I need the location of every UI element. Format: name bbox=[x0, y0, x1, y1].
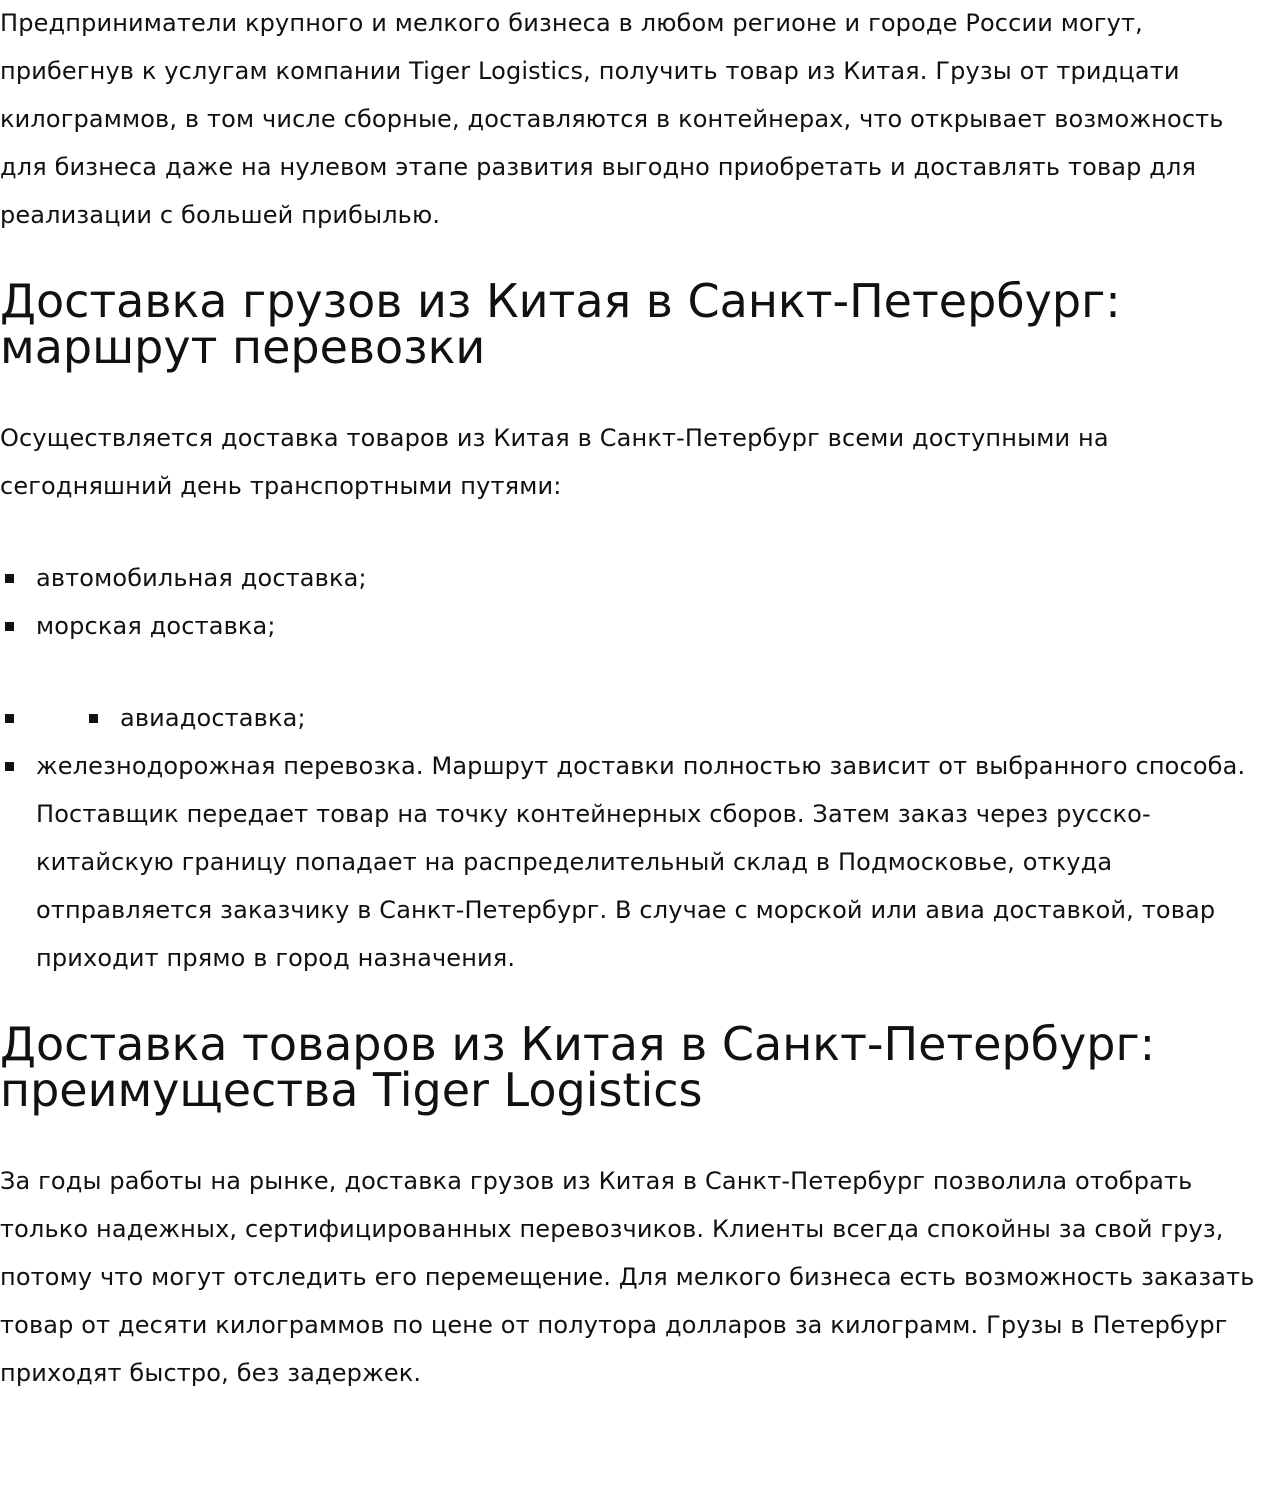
list-item-air: авиадоставка; bbox=[120, 694, 1270, 742]
list-item-rail: железнодорожная перевозка. Маршрут доставки полностью зависит от выбранного способа. Поставщик передает товар на точку контейнерных сборов. Затем заказ через русско-китайскую границу попадает на распределительный склад в Подмосковье, откуда отправляется заказчику в Санкт-Петербург. В случае с морской или авиа доставкой, товар приходит прямо в город назначения. bbox=[36, 742, 1270, 982]
list-item-sea: морская доставка; bbox=[36, 602, 1270, 650]
route-paragraph: Осуществляется доставка товаров из Китая в Санкт-Петербург всеми доступными на сегодняшний день транспортными путями: bbox=[0, 424, 1109, 500]
nested-list bbox=[36, 694, 1270, 742]
section-heading-advantages: Доставка товаров из Китая в Санкт-Петербург: преимущества Tiger Logistics bbox=[0, 1017, 1156, 1117]
list-item-container bbox=[36, 694, 1270, 742]
list-item-auto: автомобильная доставка; bbox=[36, 554, 1270, 602]
advantages-paragraph: За годы работы на рынке, доставка грузов из Китая в Санкт-Петербург позволила отобрать только надежных, сертифицированных перевозчиков. Клиенты всегда спокойны за свой груз, потому что могут отследить его перемещение. Для мелкого бизнеса есть возможность заказать товар от десяти килограммов по цене от полутора долларов за килограмм. Грузы в Петербург приходят быстро, без задержек. bbox=[0, 1167, 1255, 1387]
intro-paragraph: Предприниматели крупного и мелкого бизнеса в любом регионе и городе России могут, прибегнув к услугам компании Tiger Logistics, получить товар из Китая. Грузы от тридцати килограммов, в том числе сборные, доставляются в контейнерах, что открывает возможность для бизнеса даже на нулевом этапе развития выгодно приобретать и доставлять товар для реализации с большей прибылью. bbox=[0, 9, 1224, 229]
section-heading-route: Доставка грузов из Китая в Санкт-Петербург: маршрут перевозки bbox=[0, 274, 1121, 374]
delivery-methods-list bbox=[0, 554, 1270, 982]
